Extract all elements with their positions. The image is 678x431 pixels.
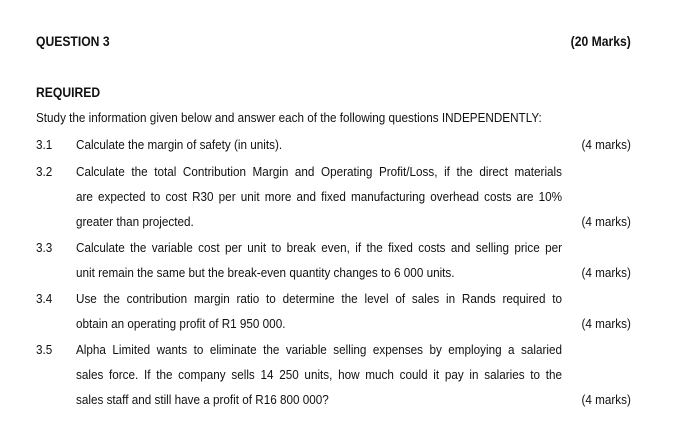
question-title: QUESTION 3 bbox=[36, 34, 110, 49]
question-number: 3.1 bbox=[36, 137, 53, 152]
question-number: 3.5 bbox=[36, 342, 53, 357]
question-line: sales force. If the company sells 14 250 units, how much could it pay in salaries to the bbox=[76, 367, 562, 382]
question-line: are expected to cost R30 per unit more and fixed manufacturing overhead costs are 10% bbox=[76, 189, 562, 204]
question-marks: (4 marks) bbox=[581, 137, 631, 152]
question-marks: (4 marks) bbox=[581, 392, 631, 407]
question-number: 3.3 bbox=[36, 240, 53, 255]
question-line: obtain an operating profit of R1 950 000. bbox=[76, 316, 286, 331]
question-marks: (4 marks) bbox=[581, 265, 631, 280]
question-line: Alpha Limited wants to eliminate the variable selling expenses by employing a salaried bbox=[76, 342, 562, 357]
question-marks: (4 marks) bbox=[581, 316, 631, 331]
question-number: 3.4 bbox=[36, 291, 53, 306]
question-line: greater than projected. bbox=[76, 214, 194, 229]
question-line: Calculate the variable cost per unit to break even, if the fixed costs and selling price per bbox=[76, 240, 562, 255]
question-line: Calculate the margin of safety (in units). bbox=[76, 137, 283, 152]
question-line: Calculate the total Contribution Margin and Operating Profit/Loss, if the direct materials bbox=[76, 164, 562, 179]
question-number: 3.2 bbox=[36, 164, 53, 179]
question-marks: (4 marks) bbox=[581, 214, 631, 229]
total-marks: (20 Marks) bbox=[570, 34, 631, 49]
question-line: Use the contribution margin ratio to determine the level of sales in Rands required to bbox=[76, 291, 562, 306]
required-heading: REQUIRED bbox=[36, 85, 101, 100]
question-line: sales staff and still have a profit of R16 800 000? bbox=[76, 392, 329, 407]
question-line: unit remain the same but the break-even quantity changes to 6 000 units. bbox=[76, 265, 455, 280]
instruction-text: Study the information given below and answer each of the following questions INDEPENDENTLY: bbox=[36, 110, 542, 125]
